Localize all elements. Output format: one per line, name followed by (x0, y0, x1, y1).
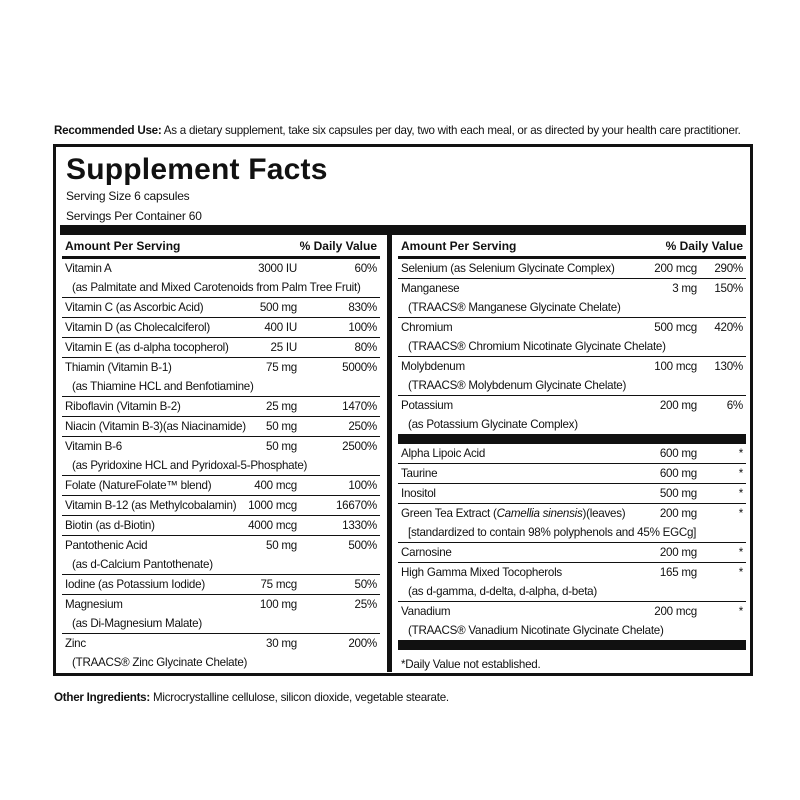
nutrient-source: (TRAACS® Manganese Glycinate Chelate) (408, 301, 621, 314)
recommended-use-text: As a dietary supplement, take six capsules per day, two with each meal, or as directed by your health care practitioner. (161, 124, 741, 137)
nutrient-row (398, 318, 746, 357)
nutrient-row (62, 437, 380, 476)
nutrient-daily-value: 130% (714, 360, 743, 373)
nutrient-name: Inositol (401, 487, 436, 500)
nutrient-amount: 100 mcg (654, 360, 697, 373)
nutrient-name: Manganese (401, 282, 460, 295)
nutrient-source: (as Pyridoxine HCL and Pyridoxal-5-Phosphate) (72, 459, 308, 472)
nutrient-source: (as Potassium Glycinate Complex) (408, 418, 578, 431)
nutrient-name: Vitamin E (as d-alpha tocopherol) (65, 341, 229, 354)
thick-divider (60, 225, 746, 235)
nutrient-daily-value: 500% (348, 539, 377, 552)
nutrient-row (62, 298, 380, 318)
nutrient-amount: 400 mcg (254, 479, 297, 492)
nutrient-amount: 200 mcg (654, 605, 697, 618)
nutrient-name-part: )(leaves) (582, 507, 626, 520)
nutrient-name-part: Green Tea Extract ( (401, 507, 497, 520)
nutrient-row (398, 543, 746, 563)
nutrient-name: Riboflavin (Vitamin B-2) (65, 400, 181, 413)
right-column-header (398, 235, 746, 259)
nutrient-row (62, 259, 380, 298)
nutrient-row (398, 563, 746, 602)
nutrient-daily-value: * (738, 467, 743, 480)
nutrient-amount: 25 IU (270, 341, 297, 354)
nutrient-name: Taurine (401, 467, 438, 480)
nutrient-row (62, 358, 380, 397)
nutrient-name: Vitamin B-12 (as Methylcobalamin) (65, 499, 237, 512)
nutrient-source: (TRAACS® Vanadium Nicotinate Glycinate Chelate) (408, 624, 664, 637)
nutrient-source: (as Di-Magnesium Malate) (72, 617, 202, 630)
nutrient-amount: 4000 mcg (248, 519, 297, 532)
nutrient-amount: 50 mg (266, 440, 297, 453)
nutrient-row (62, 476, 380, 496)
nutrient-source: (as Thiamine HCL and Benfotiamine) (72, 380, 254, 393)
nutrient-row (398, 259, 746, 279)
nutrient-row (398, 602, 746, 640)
nutrient-amount: 200 mcg (654, 262, 697, 275)
nutrient-daily-value: 1470% (342, 400, 377, 413)
nutrient-amount: 50 mg (266, 539, 297, 552)
nutrient-row (398, 279, 746, 318)
nutrient-daily-value: 60% (354, 262, 377, 275)
panel-title: Supplement Facts (66, 153, 328, 186)
nutrient-row (398, 484, 746, 504)
nutrient-name: Vitamin D (as Cholecalciferol) (65, 321, 210, 334)
nutrient-amount: 165 mg (659, 566, 697, 579)
nutrient-daily-value: 100% (348, 321, 377, 334)
nutrient-amount: 30 mg (266, 637, 297, 650)
nutrient-name: Biotin (as d-Biotin) (65, 519, 155, 532)
left-header-amount: Amount Per Serving (65, 239, 181, 253)
nutrient-amount: 200 mg (659, 507, 697, 520)
nutrient-daily-value: * (738, 487, 743, 500)
nutrient-amount: 75 mg (266, 361, 297, 374)
nutrient-row (62, 516, 380, 536)
nutrient-source: (TRAACS® Molybdenum Glycinate Chelate) (408, 379, 627, 392)
nutrient-source: (TRAACS® Zinc Glycinate Chelate) (72, 656, 248, 669)
nutrient-name: Iodine (as Potassium Iodide) (65, 578, 205, 591)
nutrient-daily-value: 80% (354, 341, 377, 354)
nutrient-row (62, 496, 380, 516)
nutrient-source: (as Palmitate and Mixed Carotenoids from Palm Tree Fruit) (72, 281, 361, 294)
nutrient-daily-value: 290% (714, 262, 743, 275)
other-ingredients-label: Other Ingredients: (54, 691, 150, 704)
nutrient-daily-value: 5000% (342, 361, 377, 374)
nutrient-name (401, 507, 625, 520)
nutrient-daily-value: 16670% (335, 499, 377, 512)
nutrient-amount: 75 mcg (260, 578, 297, 591)
nutrient-daily-value: 50% (354, 578, 377, 591)
nutrient-name: Selenium (as Selenium Glycinate Complex) (401, 262, 615, 275)
servings-per-container: Servings Per Container 60 (66, 209, 202, 223)
nutrient-amount: 100 mg (259, 598, 297, 611)
nutrient-name: Pantothenic Acid (65, 539, 148, 552)
right-nutrient-column (398, 235, 746, 671)
nutrient-amount: 25 mg (266, 400, 297, 413)
nutrient-row (398, 357, 746, 396)
nutrient-daily-value: * (738, 507, 743, 520)
nutrient-row (62, 318, 380, 338)
nutrient-name: Vitamin C (as Ascorbic Acid) (65, 301, 204, 314)
nutrient-daily-value: * (738, 566, 743, 579)
nutrient-name: Vanadium (401, 605, 451, 618)
nutrient-amount: 400 IU (264, 321, 297, 334)
nutrient-row (62, 595, 380, 634)
recommended-use (54, 124, 754, 137)
nutrient-amount: 1000 mcg (248, 499, 297, 512)
nutrient-name: Vitamin B-6 (65, 440, 122, 453)
nutrient-name: Carnosine (401, 546, 452, 559)
nutrient-name: Niacin (Vitamin B-3)(as Niacinamide) (65, 420, 246, 433)
thick-divider-footnote (398, 640, 746, 650)
nutrient-daily-value: * (738, 546, 743, 559)
nutrient-daily-value: 1330% (342, 519, 377, 532)
nutrient-row (62, 397, 380, 417)
nutrient-daily-value: 250% (348, 420, 377, 433)
other-ingredients-text: Microcrystalline cellulose, silicon dioxide, vegetable stearate. (150, 691, 449, 704)
nutrient-name: Magnesium (65, 598, 123, 611)
nutrient-amount: 3000 IU (258, 262, 297, 275)
nutrient-daily-value: 2500% (342, 440, 377, 453)
nutrient-row (398, 444, 746, 464)
left-nutrient-column (62, 235, 380, 672)
nutrient-amount: 3 mg (672, 282, 697, 295)
nutrient-amount: 200 mg (659, 399, 697, 412)
recommended-use-label: Recommended Use: (54, 124, 162, 137)
nutrient-row (398, 504, 746, 543)
nutrient-daily-value: 200% (348, 637, 377, 650)
nutrient-row (398, 464, 746, 484)
nutrient-amount: 500 mg (259, 301, 297, 314)
nutrient-name: Thiamin (Vitamin B-1) (65, 361, 172, 374)
nutrient-row (62, 536, 380, 575)
column-divider (387, 235, 392, 672)
nutrient-name-italic: Camellia sinensis (496, 507, 583, 520)
nutrient-daily-value: 100% (348, 479, 377, 492)
right-header-amount: Amount Per Serving (401, 239, 517, 253)
nutrient-name: Zinc (65, 637, 86, 650)
nutrient-row (62, 417, 380, 437)
nutrient-name: Vitamin A (65, 262, 112, 275)
nutrient-daily-value: * (738, 447, 743, 460)
nutrient-row (398, 396, 746, 434)
nutrient-name: Potassium (401, 399, 453, 412)
nutrient-source: [standardized to contain 98% polyphenols and 45% EGCg] (408, 526, 697, 539)
left-column-header (62, 235, 380, 259)
nutrient-daily-value: * (738, 605, 743, 618)
nutrient-daily-value: 830% (348, 301, 377, 314)
other-ingredients (54, 691, 449, 704)
nutrient-row (62, 338, 380, 358)
nutrient-name: Molybdenum (401, 360, 465, 373)
nutrient-source: (as d-gamma, d-delta, d-alpha, d-beta) (408, 585, 597, 598)
serving-size: Serving Size 6 capsules (66, 189, 190, 203)
nutrient-amount: 500 mg (659, 487, 697, 500)
nutrient-name: Alpha Lipoic Acid (401, 447, 486, 460)
thick-divider-right (398, 434, 746, 444)
left-header-dv: % Daily Value (299, 239, 377, 253)
nutrient-amount: 500 mcg (654, 321, 697, 334)
nutrient-amount: 50 mg (266, 420, 297, 433)
nutrient-amount: 600 mg (659, 467, 697, 480)
nutrient-name: Chromium (401, 321, 453, 334)
nutrient-name: Folate (NatureFolate™ blend) (65, 479, 212, 492)
nutrient-amount: 600 mg (659, 447, 697, 460)
nutrient-amount: 200 mg (659, 546, 697, 559)
nutrient-source: (TRAACS® Chromium Nicotinate Glycinate Chelate) (408, 340, 666, 353)
nutrient-daily-value: 150% (714, 282, 743, 295)
nutrient-row (62, 575, 380, 595)
right-header-dv: % Daily Value (665, 239, 743, 253)
footnote: *Daily Value not established. (401, 658, 541, 671)
nutrient-daily-value: 6% (726, 399, 743, 412)
nutrient-row (62, 634, 380, 672)
nutrient-source: (as d-Calcium Pantothenate) (72, 558, 213, 571)
nutrient-daily-value: 420% (714, 321, 743, 334)
supplement-facts-panel (53, 144, 753, 676)
nutrient-name: High Gamma Mixed Tocopherols (401, 566, 562, 579)
nutrient-daily-value: 25% (354, 598, 377, 611)
